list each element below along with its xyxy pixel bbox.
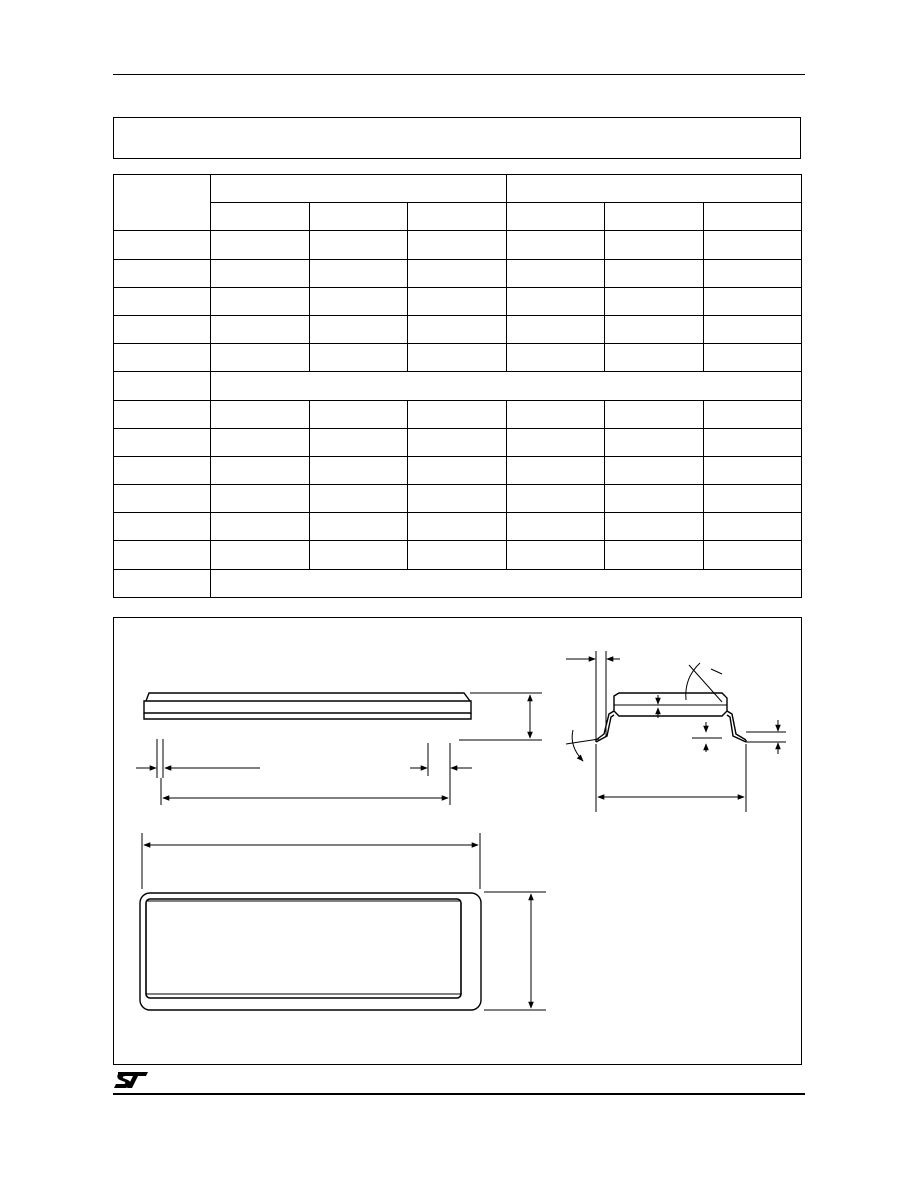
table-cell — [408, 400, 506, 428]
table-cell — [703, 456, 801, 484]
table-cell — [309, 456, 407, 484]
table-cell — [506, 231, 604, 259]
table-cell — [309, 513, 407, 541]
table-subheader-row — [114, 203, 802, 231]
dim-e3 — [161, 776, 450, 805]
table-cell — [211, 315, 309, 343]
dim-L — [566, 651, 620, 740]
table-cell — [211, 541, 309, 569]
dim-b1 — [746, 720, 786, 754]
table-cell — [408, 485, 506, 513]
table-cell — [114, 485, 211, 513]
table-cell — [408, 541, 506, 569]
table-cell — [703, 315, 801, 343]
table-cell — [408, 428, 506, 456]
title-box — [113, 117, 801, 159]
table-cell — [703, 344, 801, 372]
table-row — [114, 541, 802, 569]
table-cell — [408, 315, 506, 343]
table-header-row — [114, 175, 802, 203]
dimensions-table — [113, 174, 802, 598]
table-row — [114, 485, 802, 513]
dim-a1 — [692, 722, 722, 752]
table-row — [114, 428, 802, 456]
table-cell — [309, 485, 407, 513]
table-cell — [703, 541, 801, 569]
dim-e — [410, 743, 472, 776]
table-cell — [605, 231, 703, 259]
table-cell — [408, 513, 506, 541]
table-cell — [703, 400, 801, 428]
table-cell — [309, 287, 407, 315]
table-cell — [114, 569, 211, 597]
dim-E — [596, 744, 746, 812]
table-header-cell — [605, 203, 703, 231]
table-cell — [114, 259, 211, 287]
table-cell — [408, 344, 506, 372]
table-cell — [114, 231, 211, 259]
table-row — [114, 456, 802, 484]
table-cell — [114, 513, 211, 541]
table-row — [114, 344, 802, 372]
table-row-merged — [114, 372, 802, 400]
table-cell — [703, 287, 801, 315]
table-cell — [211, 344, 309, 372]
table-cell — [605, 456, 703, 484]
table-cell — [506, 428, 604, 456]
dim-D — [142, 833, 480, 889]
table-cell — [211, 485, 309, 513]
table-row — [114, 513, 802, 541]
table-cell — [211, 456, 309, 484]
table-cell — [506, 513, 604, 541]
table-cell — [114, 372, 211, 400]
table-cell — [506, 485, 604, 513]
table-cell — [309, 315, 407, 343]
table-cell — [309, 541, 407, 569]
table-row-merged — [114, 569, 802, 597]
table-cell — [506, 259, 604, 287]
table-cell — [605, 315, 703, 343]
table-cell — [506, 344, 604, 372]
table-cell-merged — [211, 372, 802, 400]
table-cell — [211, 287, 309, 315]
table-cell — [605, 428, 703, 456]
table-cell — [114, 344, 211, 372]
table-header-cell — [703, 203, 801, 231]
table-cell — [506, 456, 604, 484]
table-cell — [703, 231, 801, 259]
table-cell — [408, 287, 506, 315]
table-cell — [309, 259, 407, 287]
table-row — [114, 259, 802, 287]
package-drawing — [113, 617, 802, 1065]
table-cell — [605, 400, 703, 428]
table-header-cell — [309, 203, 407, 231]
table-row — [114, 400, 802, 428]
side-view — [144, 693, 471, 719]
table-cell — [114, 428, 211, 456]
end-view — [596, 693, 746, 742]
table-cell — [309, 400, 407, 428]
table-cell — [605, 513, 703, 541]
table-cell — [408, 259, 506, 287]
table-cell — [114, 456, 211, 484]
table-cell — [211, 428, 309, 456]
table-cell — [703, 485, 801, 513]
package-outline-svg — [114, 618, 803, 1066]
table-header-cell — [211, 175, 506, 203]
table-header-cell — [114, 175, 211, 231]
table-cell — [114, 541, 211, 569]
table-cell — [114, 315, 211, 343]
table-cell — [408, 231, 506, 259]
table-cell — [605, 287, 703, 315]
dim-s — [566, 730, 599, 761]
table-cell — [114, 400, 211, 428]
table-cell — [408, 456, 506, 484]
table-cell — [309, 344, 407, 372]
table-cell — [211, 513, 309, 541]
table-cell — [506, 400, 604, 428]
table-cell — [506, 315, 604, 343]
table-header-cell — [408, 203, 506, 231]
table-cell — [605, 259, 703, 287]
dim-b — [136, 739, 260, 778]
table-cell — [309, 231, 407, 259]
table-cell — [703, 513, 801, 541]
table-cell — [605, 485, 703, 513]
table-row — [114, 315, 802, 343]
table-cell — [211, 400, 309, 428]
table-cell-merged — [211, 569, 802, 597]
table-header-cell — [506, 175, 801, 203]
table-header-cell — [211, 203, 309, 231]
table-cell — [211, 259, 309, 287]
table-cell — [506, 287, 604, 315]
table-cell — [506, 541, 604, 569]
header-rule — [113, 74, 805, 75]
st-logo-icon — [112, 1070, 150, 1090]
table-row — [114, 231, 802, 259]
table-cell — [114, 287, 211, 315]
table-header-cell — [506, 203, 604, 231]
table-cell — [309, 428, 407, 456]
table-cell — [211, 231, 309, 259]
table-row — [114, 287, 802, 315]
top-view — [140, 893, 481, 1010]
table-cell — [605, 344, 703, 372]
dim-F — [484, 892, 546, 1010]
table-cell — [703, 259, 801, 287]
table-cell — [605, 541, 703, 569]
footer-rule — [113, 1093, 805, 1095]
table-cell — [703, 428, 801, 456]
